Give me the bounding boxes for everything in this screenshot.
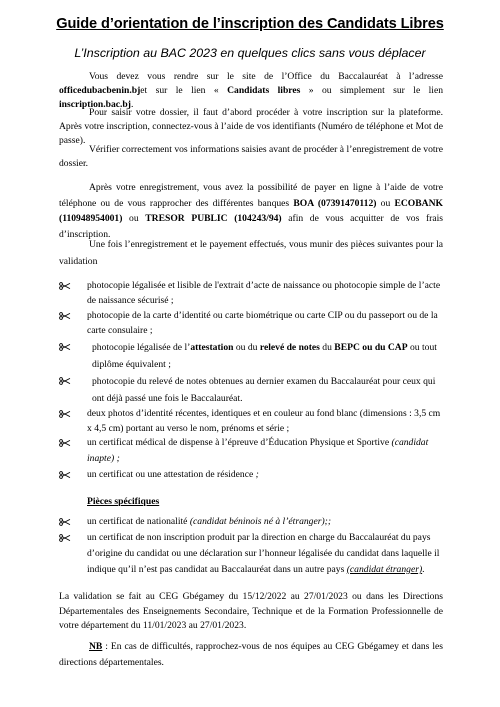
list-item-nationality-certificate <box>87 514 443 529</box>
i6-text-a: un certificat médical de dispense à l’épreuve d’Éducation Physique et Sportive <box>87 437 392 448</box>
scissors-bullet-icon <box>59 471 71 479</box>
document-title: Guide d’orientation de l’inscription des Candidats Libres <box>56 16 444 32</box>
list-item-non-registration-certificate <box>87 530 443 578</box>
paragraph-documents-intro: Une fois l’enregistrement et le payement effectués, vous munir des pièces suivantes pour la validation <box>59 239 443 267</box>
i3-text-b: ou du <box>233 342 260 353</box>
list-item-residence <box>87 467 443 482</box>
site-address: officedubacbenin.bj <box>59 85 141 96</box>
scissors-bullet-icon <box>59 282 71 290</box>
specific-heading-text: Pièces spécifiques <box>87 496 160 507</box>
scissors-bullet-icon <box>59 410 71 418</box>
paragraph-registration: Pour saisir votre dossier, il faut d’abord procéder à votre inscription sur la plateforme. Après votre inscription, connectez-vous à l’aide de vos identifiants (Numéro de téléphone et Mot de passe). <box>59 107 443 146</box>
releve-term: relevé de notes <box>259 342 320 353</box>
tresor-account: TRESOR PUBLIC (104243/94) <box>145 213 282 224</box>
p4-text-c: ou <box>122 213 146 224</box>
item-text: photocopie légalisée et lisible de l'extrait d’acte de naissance ou photocopie simple de l’acte de naissance sécurisé ; <box>87 280 441 306</box>
nb-label: NB <box>89 641 103 652</box>
item-text: photocopie du relevé de notes obtenues au dernier examen du Baccalauréat pour ceux qui ont déjà passé une fois le Baccalauréat. <box>92 376 436 404</box>
attestation-term: attestation <box>190 342 234 353</box>
scissors-bullet-icon <box>59 534 71 542</box>
list-item-bac-transcript <box>92 373 443 407</box>
scissors-bullet-icon <box>59 518 71 526</box>
s2-text-c: . <box>422 564 425 575</box>
p4-text-b: ou <box>376 197 395 209</box>
list-item-medical-certificate <box>87 435 443 467</box>
item-text: deux photos d’identité récentes, identiques et en couleur au fond blanc (dimensions : 3,5 cm x 4,5 cm) portant au verso le nom, prénoms et série ; <box>87 408 441 434</box>
document-subtitle: L’Inscription au BAC 2023 en quelques clics sans vous déplacer <box>74 46 426 60</box>
paragraph-verify: Vérifier correctement vos informations saisies avant de procéder à l’enregistrement de votre dossier. <box>59 144 443 169</box>
i3-text-c: du <box>319 342 335 353</box>
i6-text-b: (candidat inapte) ; <box>87 437 429 464</box>
s2-text-b: (candidat étranger) <box>346 564 423 575</box>
p1-text-b: et sur le lien « <box>140 85 228 96</box>
list-item-birth-certificate <box>87 278 443 308</box>
item-text: photocopie de la carte d’identité ou carte biométrique ou carte CIP ou du passeport ou de la carte consulaire ; <box>87 310 438 336</box>
scissors-bullet-icon <box>59 343 71 351</box>
paragraph-validation: La validation se fait au CEG Gbégamey du 15/12/2022 au 27/01/2023 ou dans les Directions Départementales des Enseignements Secondaire, Technique et de la Formation Professionnelle de votre département du 11/01/2023 au 27/01/2023. <box>59 591 443 631</box>
list-item-diploma <box>92 339 443 373</box>
specific-documents-heading <box>87 494 443 509</box>
p1-text-a: Vous devez vous rendre sur le site de l’Office du Baccalauréat à l’adresse <box>89 71 443 82</box>
p4-text-d: afin de vous acquitter de vos frais d’inscription. <box>59 213 443 240</box>
scissors-bullet-icon <box>59 312 71 320</box>
i7-text-b: ; <box>255 469 259 480</box>
scissors-bullet-icon <box>59 377 71 385</box>
s2-text-a: un certificat de non inscription produit par la direction en charge du Baccalauréat du pays d’origine du candidat ou une déclaration sur l’honneur légalisée du candidat dans laquelle il indique qu’il n’est pas candidat au Baccalauréat dans un autre pays <box>87 532 440 575</box>
list-item-photos <box>87 406 443 436</box>
ecobank-account: ECOBANK (110948954001) <box>59 197 443 224</box>
bepc-cap-term: BEPC ou du CAP <box>334 342 408 353</box>
scissors-bullet-icon <box>59 439 71 447</box>
paragraph-payment <box>59 180 443 242</box>
list-item-identity-card <box>87 308 443 338</box>
p1-text-d: . <box>130 99 134 110</box>
s1-text-a: un certificat de nationalité <box>87 516 190 527</box>
i7-text-a: un certificat ou une attestation de résidence <box>87 469 256 480</box>
p4-text-a: Après votre enregistrement, vous avez la possibilité de payer en ligne à l’aide de votre téléphone ou de vous rapprocher des différentes banques <box>59 182 443 209</box>
s1-text-b: (candidat béninois né à l’étranger);; <box>189 516 332 527</box>
i3-text-d: ou tout diplôme équivalent ; <box>92 342 437 370</box>
boa-account: BOA (07391470112) <box>293 197 377 209</box>
p1-text-c: » ou simplement sur le lien <box>300 85 444 96</box>
candidats-libres-link: Candidats libres <box>227 85 301 96</box>
paragraph-nb <box>59 639 443 671</box>
inscription-url: inscription.bac.bj <box>59 99 131 110</box>
i3-text-a: photocopie légalisée de l’ <box>92 342 191 353</box>
nb-text: : En cas de difficultés, rapprochez-vous de nos équipes au CEG Gbégamey et dans les directions départementales. <box>59 641 443 668</box>
